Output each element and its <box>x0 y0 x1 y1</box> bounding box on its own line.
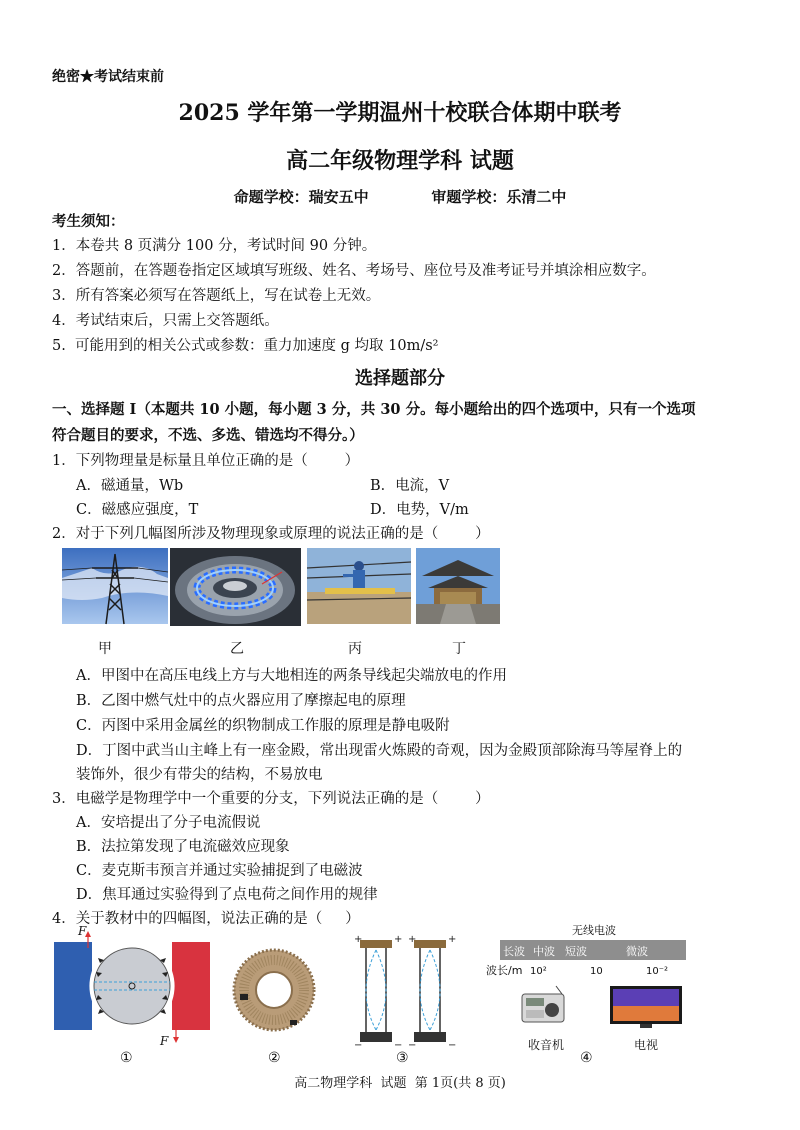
force-label-top: F <box>78 924 87 938</box>
schools-line: 命题学校：瑞安五中 审题学校：乐清二中 <box>233 188 567 206</box>
figure-3-parallel-conductors <box>352 934 457 1051</box>
q1-stem: 1．下列物理量是标量且单位正确的是（ ） <box>52 453 360 469</box>
gas-stove-photo <box>170 548 301 626</box>
svg-text:+: + <box>394 934 403 945</box>
q1-option-a: A．磁通量，Wb <box>76 478 184 494</box>
q1-option-c: C．磁感应强度，T <box>76 502 199 518</box>
figure-label-4: ④ <box>580 1050 593 1066</box>
q3-stem: 3．电磁学是物理学中一个重要的分支，下列说法正确的是（ ） <box>52 791 490 807</box>
photo-label-bing: 丙 <box>348 641 362 657</box>
svg-text:−: − <box>354 1040 363 1051</box>
tv-image <box>610 986 682 1030</box>
figure-1-magnet-disc <box>52 928 212 1050</box>
q2-option-d-line1: D．丁图中武当山主峰上有一座金殿，常出现雷火炼殿的奇观，因为金殿顶部除海马等屋脊上的 <box>76 743 683 759</box>
q2-option-d-line2: 装饰外，很少有带尖的结构，不易放电 <box>76 767 323 783</box>
svg-text:+: + <box>448 934 457 945</box>
band-short: 短波 <box>565 945 587 958</box>
notice-item-4: 4．考试结束后，只需上交答题纸。 <box>52 313 279 329</box>
q2-stem: 2．对于下列几幅图所涉及物理现象或原理的说法正确的是（ ） <box>52 526 490 542</box>
exam-title: 2025 学年第一学期温州十校联合体期中联考 <box>178 100 622 126</box>
tick-0-01: 10⁻² <box>646 966 669 977</box>
svg-text:+: + <box>408 934 417 945</box>
secrecy-label: 绝密★考试结束前 <box>52 69 164 85</box>
svg-text:−: − <box>394 1040 403 1051</box>
q1-option-b: B．电流，V <box>370 478 450 494</box>
exam-subtitle: 高二年级物理学科 试题 <box>286 148 514 174</box>
q4-stem: 4．关于教材中的四幅图，说法正确的是（ ） <box>52 911 360 927</box>
radio-caption: 收音机 <box>528 1038 565 1052</box>
q2-option-a: A．甲图中在高压电线上方与大地相连的两条导线起尖端放电的作用 <box>76 668 507 684</box>
band-medium: 中波 <box>533 945 555 958</box>
svg-text:−: − <box>408 1040 417 1051</box>
tick-100: 10² <box>530 966 547 977</box>
tick-10: 10 <box>590 966 603 977</box>
wave-title: 无线电波 <box>572 924 616 937</box>
force-label-bottom: F <box>160 1034 169 1048</box>
page-footer: 高二物理学科 试题 第 1页(共 8 页) <box>294 1076 506 1091</box>
radio-image <box>518 984 568 1024</box>
photo-label-jia: 甲 <box>98 641 112 657</box>
figure-label-3: ③ <box>396 1050 409 1066</box>
photo-label-ding: 丁 <box>452 641 466 657</box>
figure-label-2: ② <box>268 1050 281 1066</box>
part1-instruction-line1: 一、选择题 I（本题共 10 小题，每小题 3 分，共 30 分。每小题给出的四个选项中，只有一个选项 <box>52 401 696 418</box>
golden-hall-photo <box>416 548 500 624</box>
band-long: 长波 <box>503 945 525 958</box>
band-micro: 微波 <box>626 945 648 958</box>
q2-option-c: C．丙图中采用金属丝的织物制成工作服的原理是静电吸附 <box>76 718 450 734</box>
notice-item-3: 3．所有答案必须写在答题纸上，写在试卷上无效。 <box>52 288 381 304</box>
lineman-photo <box>307 548 411 624</box>
svg-text:−: − <box>448 1040 457 1051</box>
part1-instruction-line2: 符合题目的要求，不选、多选、错选均不得分。） <box>52 427 364 444</box>
q3-option-a: A．安培提出了分子电流假说 <box>76 815 261 831</box>
q3-option-c: C．麦克斯韦预言并通过实验捕捉到了电磁波 <box>76 863 363 879</box>
q3-option-b: B．法拉第发现了电流磁效应现象 <box>76 839 290 855</box>
wave-band-bar <box>500 940 686 960</box>
q3-option-d: D．焦耳通过实验得到了点电荷之间作用的规律 <box>76 887 378 903</box>
q1-option-d: D．电势，V/m <box>370 502 469 518</box>
notice-item-1: 1．本卷共 8 页满分 100 分，考试时间 90 分钟。 <box>52 238 377 254</box>
photo-label-yi: 乙 <box>230 641 244 657</box>
notice-heading: 考生须知： <box>52 213 125 230</box>
tv-caption: 电视 <box>634 1038 659 1052</box>
notice-item-5: 5. 可能用到的相关公式或参数：重力加速度 g 均取 10m/s² <box>52 338 439 354</box>
wavelength-label: 波长/m <box>486 964 523 977</box>
figure-label-1: ① <box>120 1050 133 1066</box>
figure-2-toroid-coil <box>220 938 328 1042</box>
section-title: 选择题部分 <box>355 368 445 389</box>
svg-text:+: + <box>354 934 363 945</box>
notice-item-2: 2．答题前，在答题卷指定区域填写班级、姓名、考场号、座位号及准考证号并填涂相应数字。 <box>52 263 656 279</box>
power-tower-photo <box>62 548 168 624</box>
q2-option-b: B．乙图中燃气灶中的点火器应用了摩擦起电的原理 <box>76 693 406 709</box>
